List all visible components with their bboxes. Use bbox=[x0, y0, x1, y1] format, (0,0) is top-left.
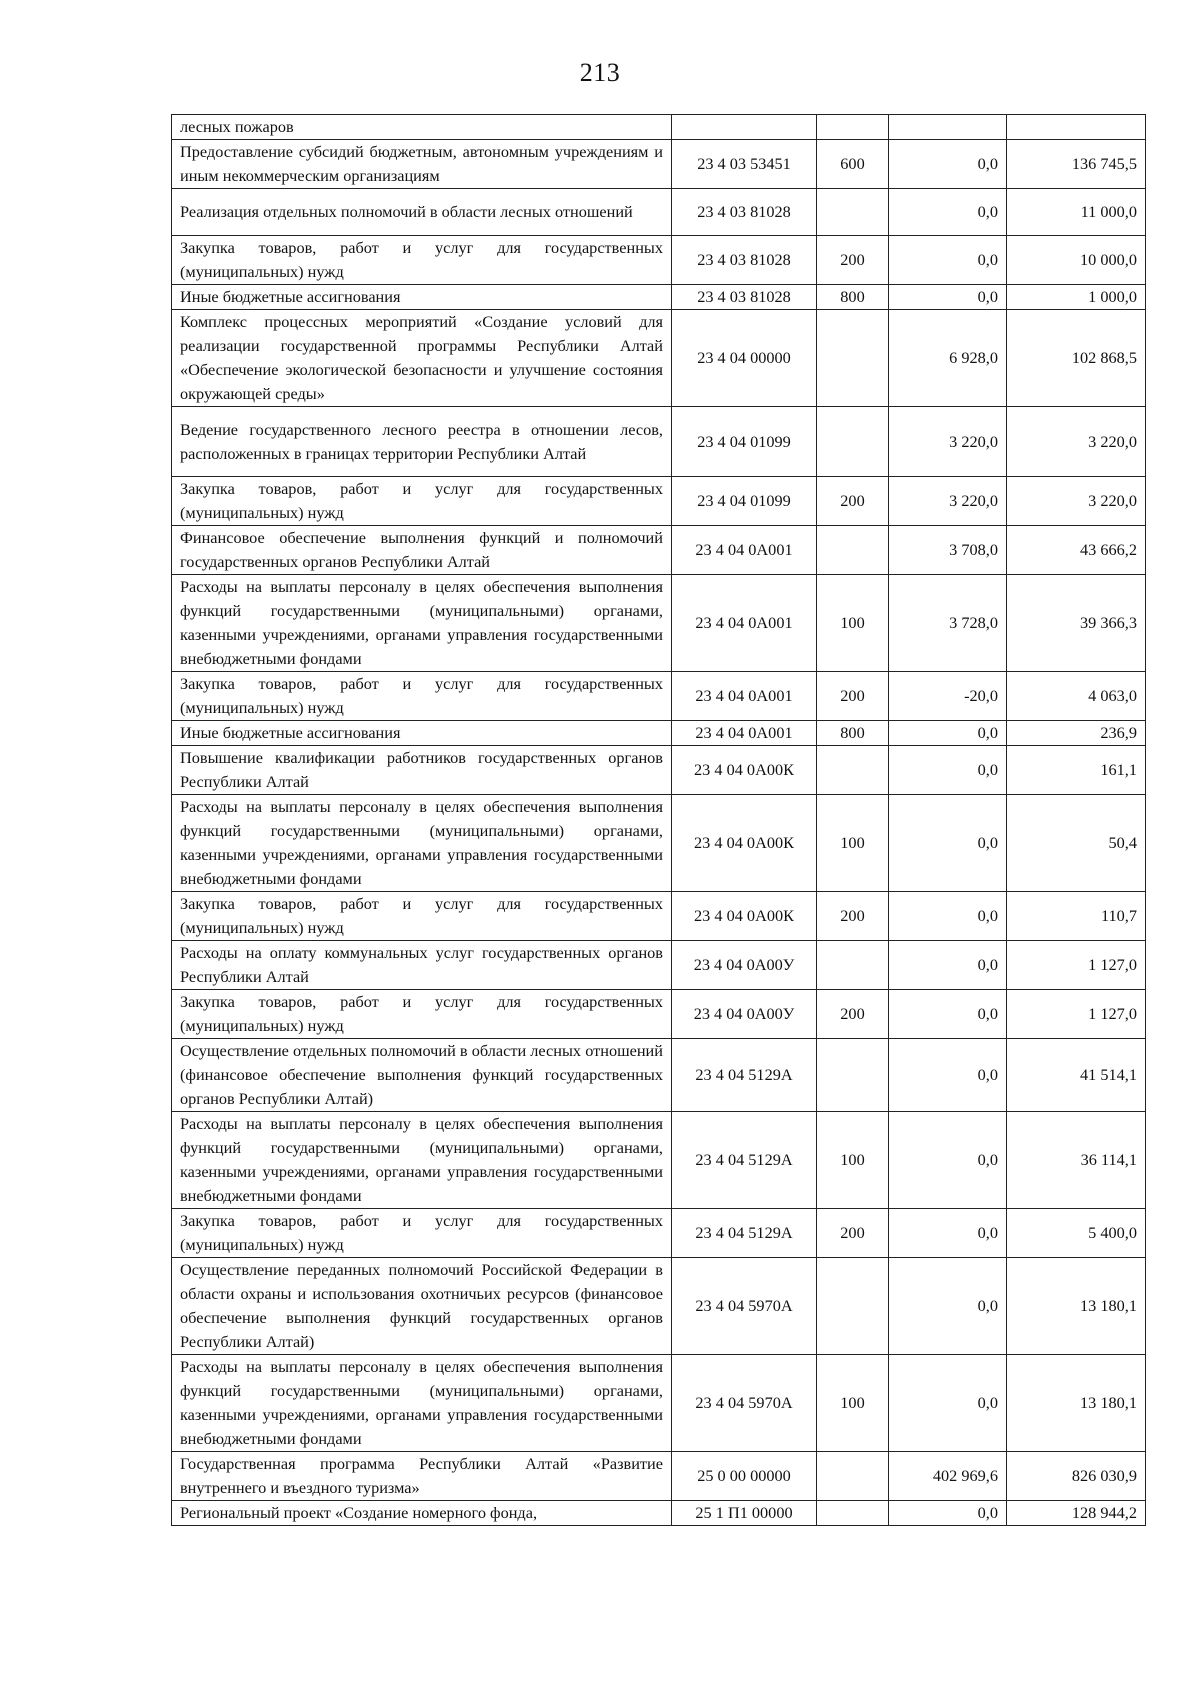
table-row bbox=[172, 526, 1146, 575]
row-amount-change: 0,0 bbox=[889, 795, 1007, 892]
row-amount-total: 43 666,2 bbox=[1007, 526, 1146, 575]
table-row bbox=[172, 990, 1146, 1039]
row-expense-type bbox=[817, 1501, 889, 1526]
row-expense-type: 800 bbox=[817, 285, 889, 310]
row-description: Предоставление субсидий бюджетным, автономным учреждениям и иным некоммерческим организациям bbox=[172, 140, 672, 189]
table-row bbox=[172, 189, 1146, 236]
table-row bbox=[172, 795, 1146, 892]
row-expense-type bbox=[817, 1452, 889, 1501]
row-amount-change: 0,0 bbox=[889, 1209, 1007, 1258]
row-expense-type bbox=[817, 746, 889, 795]
row-expense-type: 200 bbox=[817, 672, 889, 721]
row-amount-total: 1 000,0 bbox=[1007, 285, 1146, 310]
row-target-code: 23 4 03 81028 bbox=[672, 189, 817, 236]
row-description: Региональный проект «Создание номерного фонда, bbox=[172, 1501, 672, 1526]
row-description: Финансовое обеспечение выполнения функций и полномочий государственных органов Республики Алтай bbox=[172, 526, 672, 575]
row-expense-type: 200 bbox=[817, 892, 889, 941]
row-amount-total: 4 063,0 bbox=[1007, 672, 1146, 721]
row-amount-change: -20,0 bbox=[889, 672, 1007, 721]
row-amount-change: 0,0 bbox=[889, 189, 1007, 236]
row-expense-type bbox=[817, 1039, 889, 1112]
row-description: лесных пожаров bbox=[172, 115, 672, 140]
table-row bbox=[172, 115, 1146, 140]
row-target-code: 23 4 04 5129А bbox=[672, 1039, 817, 1112]
row-amount-total: 236,9 bbox=[1007, 721, 1146, 746]
row-target-code: 23 4 04 01099 bbox=[672, 407, 817, 477]
row-amount-change: 0,0 bbox=[889, 236, 1007, 285]
table-row bbox=[172, 1258, 1146, 1355]
row-expense-type: 200 bbox=[817, 990, 889, 1039]
row-target-code: 23 4 03 81028 bbox=[672, 285, 817, 310]
row-target-code: 23 4 04 5129А bbox=[672, 1209, 817, 1258]
row-expense-type: 600 bbox=[817, 140, 889, 189]
row-amount-total: 161,1 bbox=[1007, 746, 1146, 795]
row-target-code: 23 4 04 0А00К bbox=[672, 795, 817, 892]
row-description: Иные бюджетные ассигнования bbox=[172, 721, 672, 746]
row-target-code bbox=[672, 115, 817, 140]
budget-table bbox=[171, 114, 1146, 1526]
row-amount-total: 13 180,1 bbox=[1007, 1258, 1146, 1355]
row-amount-total: 10 000,0 bbox=[1007, 236, 1146, 285]
row-description: Закупка товаров, работ и услуг для государственных (муниципальных) нужд bbox=[172, 236, 672, 285]
row-amount-change: 3 708,0 bbox=[889, 526, 1007, 575]
row-expense-type bbox=[817, 189, 889, 236]
row-amount-total: 41 514,1 bbox=[1007, 1039, 1146, 1112]
row-amount-change: 0,0 bbox=[889, 746, 1007, 795]
row-description: Расходы на оплату коммунальных услуг государственных органов Республики Алтай bbox=[172, 941, 672, 990]
table-row bbox=[172, 477, 1146, 526]
row-description: Комплекс процессных мероприятий «Создание условий для реализации государственной программы Республики Алтай «Обеспечение экологической безопасности и улучшение состояния окружающей среды» bbox=[172, 310, 672, 407]
row-expense-type bbox=[817, 310, 889, 407]
table-row bbox=[172, 892, 1146, 941]
table-row bbox=[172, 746, 1146, 795]
row-amount-change: 0,0 bbox=[889, 892, 1007, 941]
row-description: Повышение квалификации работников государственных органов Республики Алтай bbox=[172, 746, 672, 795]
row-target-code: 23 4 04 5970А bbox=[672, 1258, 817, 1355]
row-amount-change: 0,0 bbox=[889, 1039, 1007, 1112]
table-row bbox=[172, 1209, 1146, 1258]
row-amount-change: 0,0 bbox=[889, 1258, 1007, 1355]
table-row bbox=[172, 140, 1146, 189]
row-amount-total: 13 180,1 bbox=[1007, 1355, 1146, 1452]
table-row bbox=[172, 672, 1146, 721]
row-expense-type bbox=[817, 526, 889, 575]
row-amount-change: 0,0 bbox=[889, 990, 1007, 1039]
row-description: Ведение государственного лесного реестра в отношении лесов, расположенных в границах территории Республики Алтай bbox=[172, 407, 672, 477]
row-amount-change: 0,0 bbox=[889, 1501, 1007, 1526]
row-expense-type bbox=[817, 115, 889, 140]
table-row bbox=[172, 1039, 1146, 1112]
table-row bbox=[172, 236, 1146, 285]
row-target-code: 23 4 04 0А001 bbox=[672, 575, 817, 672]
row-amount-total: 128 944,2 bbox=[1007, 1501, 1146, 1526]
row-amount-change bbox=[889, 115, 1007, 140]
row-target-code: 23 4 04 0А001 bbox=[672, 526, 817, 575]
row-amount-total: 826 030,9 bbox=[1007, 1452, 1146, 1501]
row-amount-total: 36 114,1 bbox=[1007, 1112, 1146, 1209]
table-row bbox=[172, 575, 1146, 672]
row-target-code: 23 4 04 0А001 bbox=[672, 672, 817, 721]
row-expense-type: 100 bbox=[817, 575, 889, 672]
row-expense-type bbox=[817, 941, 889, 990]
row-target-code: 23 4 04 0А00У bbox=[672, 990, 817, 1039]
row-amount-total: 110,7 bbox=[1007, 892, 1146, 941]
row-target-code: 23 4 04 0А001 bbox=[672, 721, 817, 746]
table-row bbox=[172, 1112, 1146, 1209]
row-description: Закупка товаров, работ и услуг для государственных (муниципальных) нужд bbox=[172, 1209, 672, 1258]
row-amount-total: 3 220,0 bbox=[1007, 477, 1146, 526]
table-row bbox=[172, 310, 1146, 407]
row-amount-total: 50,4 bbox=[1007, 795, 1146, 892]
row-amount-total: 11 000,0 bbox=[1007, 189, 1146, 236]
row-target-code: 23 4 03 53451 bbox=[672, 140, 817, 189]
row-description: Иные бюджетные ассигнования bbox=[172, 285, 672, 310]
row-amount-change: 0,0 bbox=[889, 285, 1007, 310]
row-target-code: 23 4 04 00000 bbox=[672, 310, 817, 407]
row-description: Закупка товаров, работ и услуг для государственных (муниципальных) нужд bbox=[172, 477, 672, 526]
row-description: Расходы на выплаты персоналу в целях обеспечения выполнения функций государственными (муниципальными) органами, казенными учреждениями, органами управления государственными внебюджетными фондами bbox=[172, 1112, 672, 1209]
table-row bbox=[172, 285, 1146, 310]
row-description: Закупка товаров, работ и услуг для государственных (муниципальных) нужд bbox=[172, 672, 672, 721]
row-target-code: 23 4 04 0А00К bbox=[672, 746, 817, 795]
row-target-code: 23 4 04 0А00К bbox=[672, 892, 817, 941]
row-amount-change: 3 728,0 bbox=[889, 575, 1007, 672]
row-expense-type bbox=[817, 407, 889, 477]
table-row bbox=[172, 1452, 1146, 1501]
row-amount-change: 3 220,0 bbox=[889, 407, 1007, 477]
row-target-code: 23 4 04 01099 bbox=[672, 477, 817, 526]
row-target-code: 23 4 04 5129А bbox=[672, 1112, 817, 1209]
table-row bbox=[172, 1355, 1146, 1452]
row-amount-total: 1 127,0 bbox=[1007, 990, 1146, 1039]
row-amount-total: 1 127,0 bbox=[1007, 941, 1146, 990]
row-description: Расходы на выплаты персоналу в целях обеспечения выполнения функций государственными (муниципальными) органами, казенными учреждениями, органами управления государственными внебюджетными фондами bbox=[172, 575, 672, 672]
table-row bbox=[172, 941, 1146, 990]
table-body bbox=[172, 115, 1146, 1526]
table-row bbox=[172, 721, 1146, 746]
row-description: Осуществление отдельных полномочий в области лесных отношений (финансовое обеспечение выполнения функций государственных органов Республики Алтай) bbox=[172, 1039, 672, 1112]
row-target-code: 25 1 П1 00000 bbox=[672, 1501, 817, 1526]
row-amount-total: 5 400,0 bbox=[1007, 1209, 1146, 1258]
table-row bbox=[172, 1501, 1146, 1526]
row-description: Расходы на выплаты персоналу в целях обеспечения выполнения функций государственными (муниципальными) органами, казенными учреждениями, органами управления государственными внебюджетными фондами bbox=[172, 1355, 672, 1452]
row-target-code: 23 4 04 5970А bbox=[672, 1355, 817, 1452]
row-amount-total: 3 220,0 bbox=[1007, 407, 1146, 477]
row-expense-type: 800 bbox=[817, 721, 889, 746]
row-amount-change: 3 220,0 bbox=[889, 477, 1007, 526]
row-amount-total: 136 745,5 bbox=[1007, 140, 1146, 189]
row-description: Реализация отдельных полномочий в области лесных отношений bbox=[172, 189, 672, 236]
table-row bbox=[172, 407, 1146, 477]
row-expense-type: 200 bbox=[817, 477, 889, 526]
row-description: Закупка товаров, работ и услуг для государственных (муниципальных) нужд bbox=[172, 892, 672, 941]
row-amount-total: 39 366,3 bbox=[1007, 575, 1146, 672]
row-target-code: 23 4 04 0А00У bbox=[672, 941, 817, 990]
row-amount-change: 0,0 bbox=[889, 1112, 1007, 1209]
row-expense-type bbox=[817, 1258, 889, 1355]
row-amount-total bbox=[1007, 115, 1146, 140]
row-expense-type: 100 bbox=[817, 1112, 889, 1209]
row-target-code: 23 4 03 81028 bbox=[672, 236, 817, 285]
row-description: Расходы на выплаты персоналу в целях обеспечения выполнения функций государственными (муниципальными) органами, казенными учреждениями, органами управления государственными внебюджетными фондами bbox=[172, 795, 672, 892]
row-description: Государственная программа Республики Алтай «Развитие внутреннего и въездного туризма» bbox=[172, 1452, 672, 1501]
row-amount-change: 0,0 bbox=[889, 1355, 1007, 1452]
page-number: 213 bbox=[579, 58, 621, 87]
row-expense-type: 200 bbox=[817, 236, 889, 285]
row-target-code: 25 0 00 00000 bbox=[672, 1452, 817, 1501]
row-amount-change: 6 928,0 bbox=[889, 310, 1007, 407]
row-expense-type: 100 bbox=[817, 795, 889, 892]
row-description: Осуществление переданных полномочий Российской Федерации в области охраны и использования охотничьих ресурсов (финансовое обеспечение выполнения функций государственных органов Республики Алтай) bbox=[172, 1258, 672, 1355]
row-expense-type: 100 bbox=[817, 1355, 889, 1452]
row-amount-change: 0,0 bbox=[889, 721, 1007, 746]
row-amount-change: 402 969,6 bbox=[889, 1452, 1007, 1501]
row-amount-change: 0,0 bbox=[889, 140, 1007, 189]
row-amount-change: 0,0 bbox=[889, 941, 1007, 990]
row-amount-total: 102 868,5 bbox=[1007, 310, 1146, 407]
row-description: Закупка товаров, работ и услуг для государственных (муниципальных) нужд bbox=[172, 990, 672, 1039]
row-expense-type: 200 bbox=[817, 1209, 889, 1258]
